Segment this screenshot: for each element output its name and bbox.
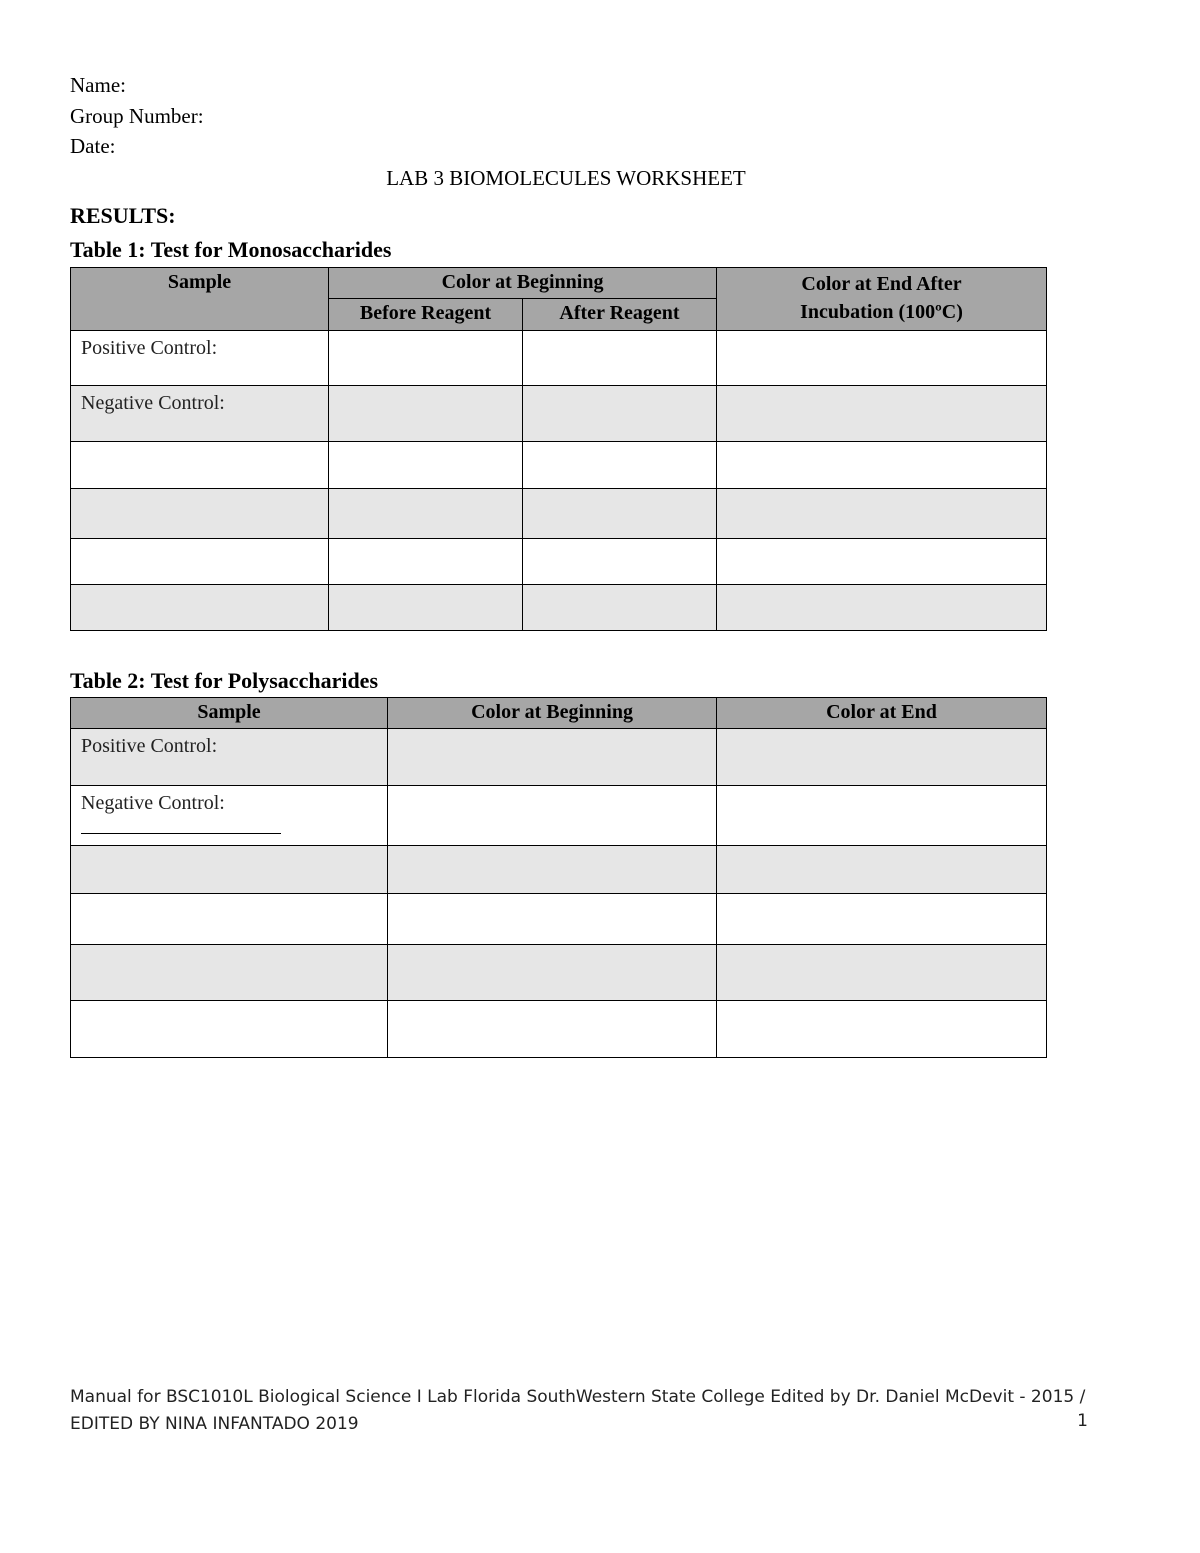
table1-row-label: Positive Control:: [71, 331, 329, 386]
table2-cell[interactable]: [717, 945, 1047, 1001]
table1-row-label: Negative Control:: [71, 386, 329, 442]
table-row: [71, 846, 1047, 894]
polysaccharides-table: [70, 697, 1047, 1058]
table1-header-before-reagent: Before Reagent: [329, 299, 523, 331]
table2-cell[interactable]: [388, 945, 717, 1001]
table1-cell[interactable]: [523, 539, 717, 585]
table1-cell[interactable]: [523, 386, 717, 442]
table2-cell[interactable]: [717, 846, 1047, 894]
page-number: 1: [1077, 1411, 1088, 1431]
table2-row-label: [71, 846, 388, 894]
table1-cell[interactable]: [329, 386, 523, 442]
table-row: [71, 786, 1047, 846]
table1-row-label: [71, 539, 329, 585]
name-label: Name:: [70, 73, 126, 97]
table1-row-label: [71, 585, 329, 631]
table2-cell[interactable]: [717, 1001, 1047, 1058]
table1-row-label: [71, 489, 329, 539]
table1-header-after-reagent: After Reagent: [523, 299, 717, 331]
table2-row-label: [71, 945, 388, 1001]
table2-header-color-beginning: Color at Beginning: [388, 698, 717, 729]
table1-cell[interactable]: [523, 442, 717, 489]
table1-cell[interactable]: [329, 539, 523, 585]
table1-cell[interactable]: [523, 585, 717, 631]
table2-cell[interactable]: [388, 1001, 717, 1058]
table2-row-label: [71, 1001, 388, 1058]
table1-cell[interactable]: [717, 331, 1047, 386]
table2-row-label: Positive Control:: [71, 729, 388, 786]
table1-cell[interactable]: [717, 539, 1047, 585]
table1-row-label: [71, 442, 329, 489]
table-row: [71, 539, 1047, 585]
table1-caption: Table 1: Test for Monosaccharides: [70, 237, 392, 262]
table2-cell[interactable]: [388, 729, 717, 786]
table1-cell[interactable]: [329, 442, 523, 489]
results-heading: RESULTS:: [70, 203, 176, 228]
table1-cell[interactable]: [523, 489, 717, 539]
table1-cell[interactable]: [717, 489, 1047, 539]
table2-row-label: Negative Control:: [81, 792, 225, 814]
table2-cell[interactable]: [388, 846, 717, 894]
table1-cell[interactable]: [329, 331, 523, 386]
table-row: [71, 386, 1047, 442]
table-row: [71, 945, 1047, 1001]
table-row: [71, 331, 1047, 386]
footer-text: Manual for BSC1010L Biological Science I Lab Florida SouthWestern State College Edited by Dr. Daniel McDevit - 2015 / EDITED BY NINA INFANTADO 2019: [70, 1387, 1086, 1434]
table-row: [71, 585, 1047, 631]
table2-caption: Table 2: Test for Polysaccharides: [70, 668, 379, 693]
table2-cell[interactable]: [388, 786, 717, 846]
table-row: [71, 442, 1047, 489]
worksheet-title: LAB 3 BIOMOLECULES WORKSHEET: [386, 166, 746, 190]
table1-header-color-beginning: Color at Beginning: [329, 268, 717, 299]
table-row: [71, 489, 1047, 539]
table2-row-label: [71, 894, 388, 945]
date-label: Date:: [70, 134, 116, 158]
write-in-line: [81, 819, 281, 834]
table2-cell[interactable]: [717, 894, 1047, 945]
table2-header-sample: Sample: [71, 698, 388, 729]
group-number-label: Group Number:: [70, 104, 204, 128]
table2-row-label-cell: [71, 786, 388, 846]
monosaccharides-table: [70, 267, 1047, 631]
table1-cell[interactable]: [717, 585, 1047, 631]
table1-header-sample: Sample: [71, 268, 329, 331]
table-row: [71, 729, 1047, 786]
table2-cell[interactable]: [388, 894, 717, 945]
table-row: [71, 1001, 1047, 1058]
table2-cell[interactable]: [717, 729, 1047, 786]
table2-header-color-end: Color at End: [717, 698, 1047, 729]
table-row: [71, 894, 1047, 945]
table1-cell[interactable]: [329, 489, 523, 539]
table1-cell[interactable]: [717, 386, 1047, 442]
table2-cell[interactable]: [717, 786, 1047, 846]
table1-cell[interactable]: [717, 442, 1047, 489]
table1-header-color-end: Color at End After Incubation (100ºC): [717, 268, 1047, 331]
table1-cell[interactable]: [523, 331, 717, 386]
table1-cell[interactable]: [329, 585, 523, 631]
